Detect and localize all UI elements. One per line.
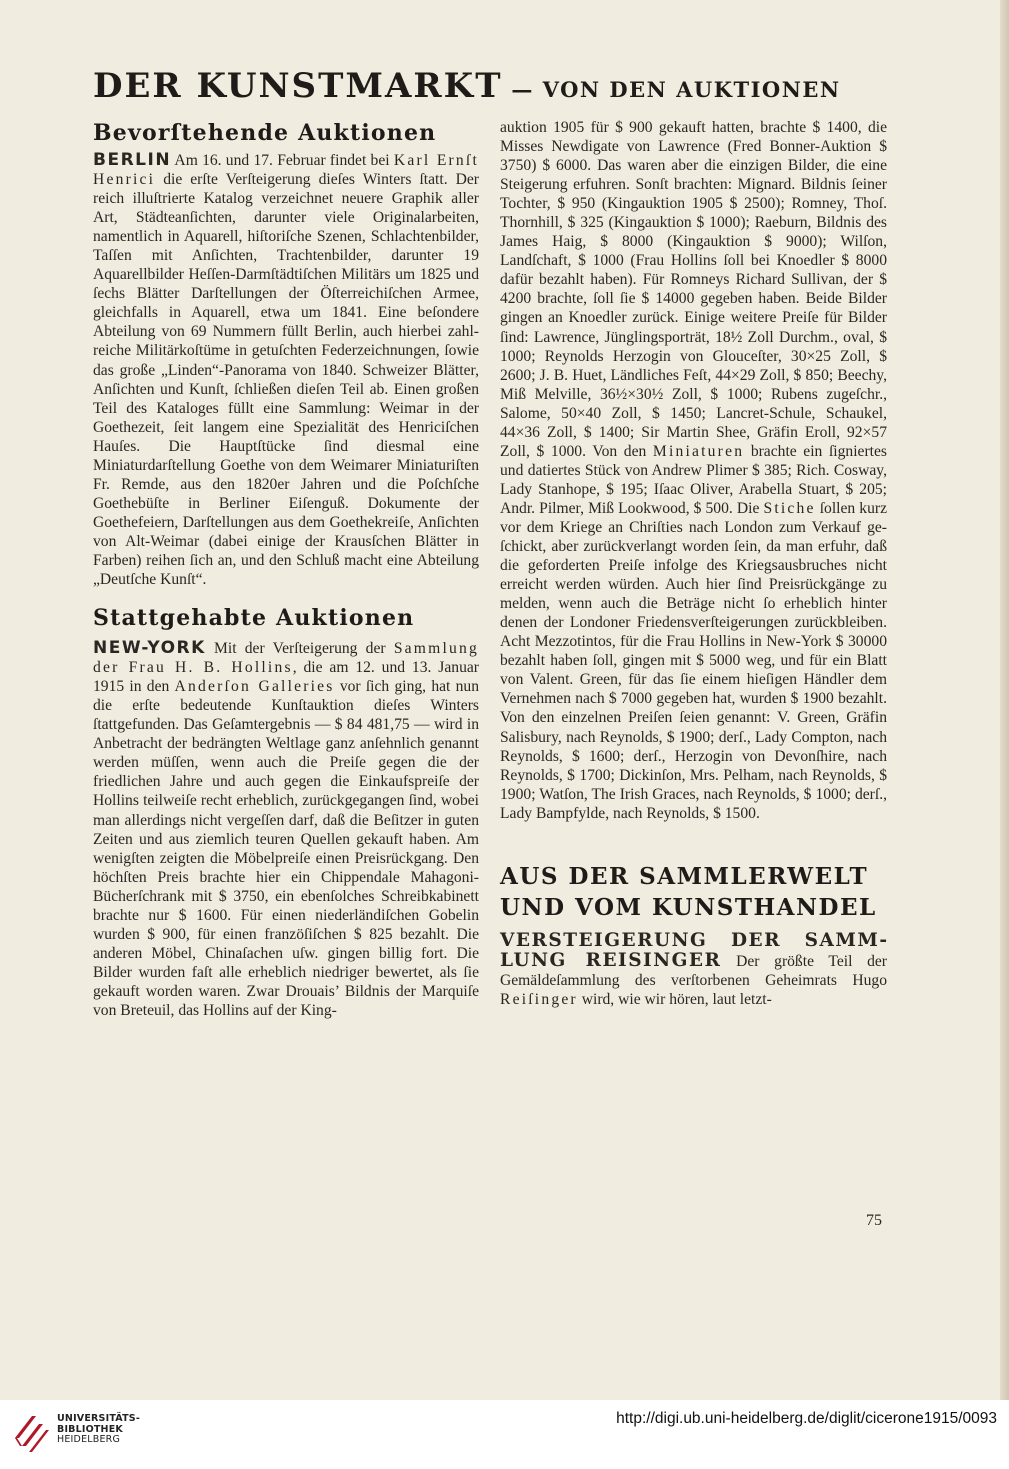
berlin-text-1: Am 16. und 17. Februar findet bei	[171, 152, 394, 169]
library-name-line3: HEIDELBERG	[57, 1434, 121, 1445]
library-logo-icon	[12, 1408, 50, 1454]
place-berlin: BERLIN	[93, 150, 172, 170]
ny-collection-name: Sammlung der Frau H. B. Hollins	[93, 640, 479, 677]
reisinger-text-2: wird, wie wir hören, laut letzt-	[577, 990, 772, 1008]
heading-upcoming-auctions: Bevorſtehende Auktionen	[93, 120, 437, 146]
ny-prints-label: Stiche	[763, 499, 816, 517]
ny-cont-text-2: brachte ein ſigniertes und datiertes Stück von Andrew Plimer $ 385; Rich. Cosway, Lady Stanhope, $ 195; Iſaac Oliver, Arabella Stuart, $ 205; Andr. Pilmer, Miß Lookwood, $ 500. Die	[500, 442, 887, 517]
paragraph-berlin	[93, 151, 479, 589]
berlin-dealer-name: Karl Ernſt Henrici	[93, 152, 479, 189]
library-name-line1: UNIVERSITÄTS-	[57, 1413, 140, 1424]
paragraph-new-york	[93, 639, 479, 1020]
paragraph-reisinger	[500, 931, 887, 1009]
page-headline	[93, 66, 893, 110]
ny-cont-text-3: ſollen kurz vor dem Kriege an Chriſties nach London zum Verkauf geſchickt, aber zurückverlangt worden ſein, da man erfuhr, daß die geforderten Preiſe infolge des Kriegsausbruches nicht erreicht werden würden. Auch hier ſind Preisrückgänge zu melden, wenn auch die Beträge nicht ſo erheblich hinter denen der Londoner Friedensverſteigerungen zurückbleiben. Acht Mezzotintos, für die Frau Hollins in New-York $ 30000 bezahlt haben ſoll, gingen mit $ 5000 weg, und für ein Blatt von Valent. Green, für das ſie einem hieſigen Händler dem Vernehmen nach $ 7000 gegeben hat, wurden $ 1900 bezahlt. Von den einzelnen Preiſen ſeien genannt: V. Green, Gräfin Salisbury, nach Reynolds, $ 1900; derſ., Lady Compton, nach Reynolds, $ 1600; derſ., Herzogin von Devonſhire, nach Reynolds, $ 1700; Dickinſon, Mrs. Pelham, nach Reynolds, $ 1900; Watſon, The Irish Graces, nach Reynolds, $ 1000; derſ., Lady Bampfylde, nach Reynolds, $ 1500.	[500, 499, 887, 822]
ny-text-2: , die am 12. und 13. Januar 1915 in den	[93, 659, 479, 696]
headline-title: DER KUNSTMARKT	[93, 66, 503, 106]
subheading-reisinger: VERSTEIGERUNG DER SAMMLUNG REISINGER	[500, 929, 887, 971]
ny-text-1: Mit der Verſteigerung der	[205, 640, 394, 658]
place-new-york: NEW-YORK	[93, 638, 206, 659]
heading-collector-world-line1: AUS DER SAMMLERWELT	[500, 862, 869, 890]
berlin-text-2: die erſte Verſteigerung dieſes Winters ſtatt. Der reich illuſtrierte Katalog verzeichnet neuere Graphik aller Art, Städteanſichten, darunter viele Originalarbeiten, namentlich in Aquarell, hiſtoriſche Szenen, Schlachtenbilder, Taſſen mit Anſichten, Trachtenbilder, darunter 19 Aquarellbilder Heſſen-Darmſtädtiſchen Militärs um 1825 und ſechs Blätter Darſtellungen der Öſterreichiſchen Armee, gleichfalls in Aquarell, etwa um 1841. Eine beſondere Abteilung von 69 Nummern füllt Berlin, auch hierbei zahlreiche Militärkoſtüme in getuſchten Federzeichnungen, ſowie das große „Linden“-Panorama von 1840. Schweizer Blätter, Anſichten und Kunſt, ſchließen dieſen Teil ab. Einen großen Teil des Kataloges füllt eine Sammlung: Weimar in der Goethezeit, ſeit langem eine Spezialität des Henriciſchen Hauſes. Die Hauptſtücke ſind diesmal eine Miniaturdarſtellung Goethe von dem Weimarer Miniaturiſten Fr. Remde, aus den 1820er Jahren und die Poſchſche Goethebüſte in Berliner Eiſenguß. Dokumente der Goethefeiern, Darſtellungen aus dem Goethekreiſe, Anſichten von Alt-Weimar (dabei einige der Krausſchen Blätter in Farben) reihen ſich an, und den Schluß macht eine Abteilung „Deutſche Kunſt“.	[93, 171, 479, 589]
ny-galleries-name: Anderſon Galleries	[174, 678, 335, 696]
page-number: 75	[866, 1212, 882, 1229]
heading-collector-world-line2: UND VOM KUNSTHANDEL	[500, 893, 877, 921]
scan-page-edge	[1000, 0, 1009, 1400]
ny-miniatures-label: Miniaturen	[652, 442, 745, 460]
left-column	[93, 118, 479, 1020]
heading-past-auctions: Stattgehabte Auktionen	[93, 605, 415, 632]
footer-bar	[0, 1400, 1009, 1469]
ny-text-3: vor ſich ging, hat nun die erſte bedeutende Kunſtauktion dieſes Winters ſtattgefunden. Das Geſamtergebnis — $ 84 481,75 — wird in Anbetracht der bedrängten Weltlage ganz anſehnlich genannt werden müſſen, wenn auch die Preiſe gegen die der friedlichen Jahre und auch gegen die Einkaufspreiſe der Hollins teilweiſe recht erheblich, zurückgegangen ſind, wobei man allerdings nicht vergeſſen darf, daß die Beſitzer in guten Zeiten und aus ziemlich teuren Quellen gekauft haben. Am wenigſten zeigten die Möbelpreiſe einen Preisrückgang. Den höchſten Preis brachte hier ein Chippendale Mahagoni-Bücherſchrank mit $ 3750, ein ebenſolches Schreibkabinett brachte nur $ 1600. Für einen niederländiſchen Gobelin wurden $ 900, für einen franzöſiſchen $ 825 bezahlt. Die anderen Möbel, Chinaſachen uſw. gingen billig fort. Die Bilder wurden faſt alle erheblich niedriger bewertet, als ſie gekauft worden waren. Zwar Drouais’ Bildnis der Marquiſe von Breteuil, das Hollins auf der King-	[93, 678, 479, 1019]
library-name-line2: BIBLIOTHEK	[57, 1423, 123, 1435]
headline-dash: —	[502, 77, 543, 102]
reisinger-text-1: Der größte Teil der Gemäldeſammlung des verſtorbenen Geheimrats Hugo	[500, 952, 888, 989]
document-url-link[interactable]: http://digi.ub.uni-heidelberg.de/diglit/cicerone1915/0093	[616, 1410, 997, 1427]
library-name	[57, 1414, 140, 1446]
right-column	[500, 118, 887, 1009]
ny-cont-text-1: auktion 1905 für $ 900 gekauft hatten, brachte $ 1400, die Misses Newdigate von Lawrence (Fred Bonner-Auktion $ 3750) $ 6000. Das waren aber die einzigen Bilder, die eine Steigerung erfuhren. Sonſt brachten: Mignard. Bildnis ſeiner Tochter, $ 950 (Kingauktion 1905 $ 2500); Romney, Thoſ. Thornhill, $ 325 (Kingauktion $ 1000); Raeburn, Bildnis des James Haig, $ 8000 (Kingauktion $ 9000); Wilſon, Landſchaft, $ 1000 (Frau Hollins ſoll bei Knoedler $ 8000 dafür bezahlt haben). Für Romneys Richard Sullivan, der $ 4200 brachte, ſoll ſie $ 14000 gegeben haben. Beide Bilder gingen an Knoedler zurück. Einige weitere Preiſe für Bilder ſind: Lawrence, Jünglingsporträt, 18½ Zoll Durchm., oval, $ 1000; Reynolds Herzogin von Glouceſter, 30×25 Zoll, $ 2600; J. B. Huet, Ländliches Feſt, 44×29 Zoll, $ 850; Beechy, Miß Melville, 36½×30½ Zoll, $ 1000; Rubens zugeſchr., Salome, 50×40 Zoll, $ 1450; Lancret-Schule, Schaukel, 44×36 Zoll, $ 1400; Sir Martin Shee, Gräfin Eroll, 92×57 Zoll, $ 1000. Von den	[500, 119, 887, 460]
reisinger-name: Reiſinger	[500, 990, 578, 1008]
heading-collector-world	[500, 861, 887, 923]
paragraph-new-york-continued	[500, 118, 887, 823]
headline-subtitle: VON DEN AUKTIONEN	[542, 77, 841, 102]
